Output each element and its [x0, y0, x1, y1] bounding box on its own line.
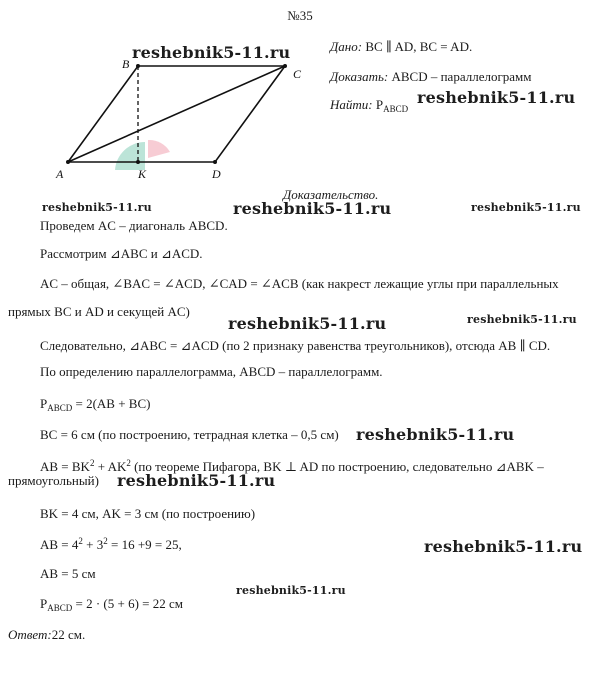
proof-line-7: BC = 6 см (по построению, тетрадная клетка – 0,5 см) [40, 427, 339, 442]
proof-line-6 [40, 396, 150, 413]
angle-mark-shape [148, 140, 170, 158]
proof-line-11: AB = 5 см [40, 566, 96, 581]
point-d [213, 160, 217, 164]
perimeter-formula: = 2(AB + BC) [72, 396, 151, 411]
diagonal-ac [68, 66, 285, 162]
proof-line-8b: прямоугольный) [8, 473, 99, 488]
label-k: K [138, 167, 147, 181]
label-a: A [56, 167, 64, 181]
dano-text: BC ∥ AD, BC = AD. [362, 39, 473, 54]
pythagoras-c: (по теореме Пифагора, BK ⊥ AD по построению, следовательно ⊿ABK – [130, 459, 544, 474]
pythagoras-a: AB = BK [40, 459, 90, 474]
sup-2: 2 [126, 458, 131, 468]
find-text: P [372, 97, 384, 112]
calc-c: = 16 +9 = 25, [107, 537, 182, 552]
sup-4: 2 [103, 536, 108, 546]
watermark: reshebnik5-11.ru [236, 584, 346, 597]
proof-line-8 [40, 458, 544, 475]
label-d: D [212, 167, 221, 181]
watermark: reshebnik5-11.ru [132, 43, 291, 62]
point-c [283, 64, 287, 68]
proof-line-4: Следовательно, ⊿ABC = ⊿ACD (по 2 признаку равенства треугольников), отсюда AB ∥ CD. [40, 338, 551, 353]
proof-line-9: BK = 4 см, AK = 3 см (по построению) [40, 506, 256, 521]
point-b [136, 64, 140, 68]
proof-line-5: По определению параллелограмма, ABCD – параллелограмм. [40, 364, 383, 379]
problem-number: №35 [287, 8, 313, 23]
perimeter-p: P [40, 396, 48, 411]
watermark: reshebnik5-11.ru [42, 201, 152, 214]
parallelogram-figure [50, 52, 320, 192]
given-find [330, 97, 408, 114]
proof-line-3a: AC – общая, ∠BAC = ∠ACD, ∠CAD = ∠ACB (как накрест лежащие углы при параллельных [40, 276, 559, 291]
proof-line-10 [40, 536, 182, 553]
watermark: reshebnik5-11.ru [356, 425, 515, 444]
watermark: reshebnik5-11.ru [233, 199, 392, 218]
proof-line-1: Проведем AC – диагональ ABCD. [40, 218, 228, 233]
sup-3: 2 [78, 536, 83, 546]
given-dano [330, 39, 472, 55]
final-formula: = 2 · (5 + 6) = 22 см [72, 596, 183, 611]
final-p: P [40, 596, 48, 611]
dano-label: Дано: [330, 39, 363, 54]
answer-label: Ответ: [8, 627, 52, 642]
watermark: reshebnik5-11.ru [471, 201, 581, 214]
final-sub: ABCD [47, 603, 73, 613]
point-a [66, 160, 70, 164]
point-k [136, 160, 140, 164]
label-c: C [293, 67, 302, 81]
pythagoras-b: + AK [94, 459, 127, 474]
answer [8, 627, 85, 643]
answer-value: 22 см. [51, 627, 86, 642]
label-b: B [122, 57, 130, 71]
watermark: reshebnik5-11.ru [467, 313, 577, 326]
find-sub: ABCD [383, 104, 409, 114]
find-label: Найти: [330, 97, 373, 112]
given-prove [330, 69, 532, 85]
proof-line-12 [40, 596, 183, 613]
watermark: reshebnik5-11.ru [417, 88, 576, 107]
calc-a: AB = 4 [40, 537, 79, 552]
perimeter-sub: ABCD [47, 403, 73, 413]
watermark: reshebnik5-11.ru [228, 314, 387, 333]
sup-1: 2 [89, 458, 95, 468]
watermark: reshebnik5-11.ru [424, 537, 583, 556]
proof-line-2: Рассмотрим ⊿ABC и ⊿ACD. [40, 246, 203, 261]
prove-label: Доказать: [330, 69, 389, 84]
proof-heading: Доказательство. [283, 187, 379, 202]
watermark-circle-shape [115, 142, 145, 170]
calc-b: + 3 [82, 537, 104, 552]
watermark: reshebnik5-11.ru [117, 471, 276, 490]
prove-text: ABCD – параллелограмм [388, 69, 532, 84]
proof-line-3b: прямых BC и AD и секущей AC) [8, 304, 190, 319]
